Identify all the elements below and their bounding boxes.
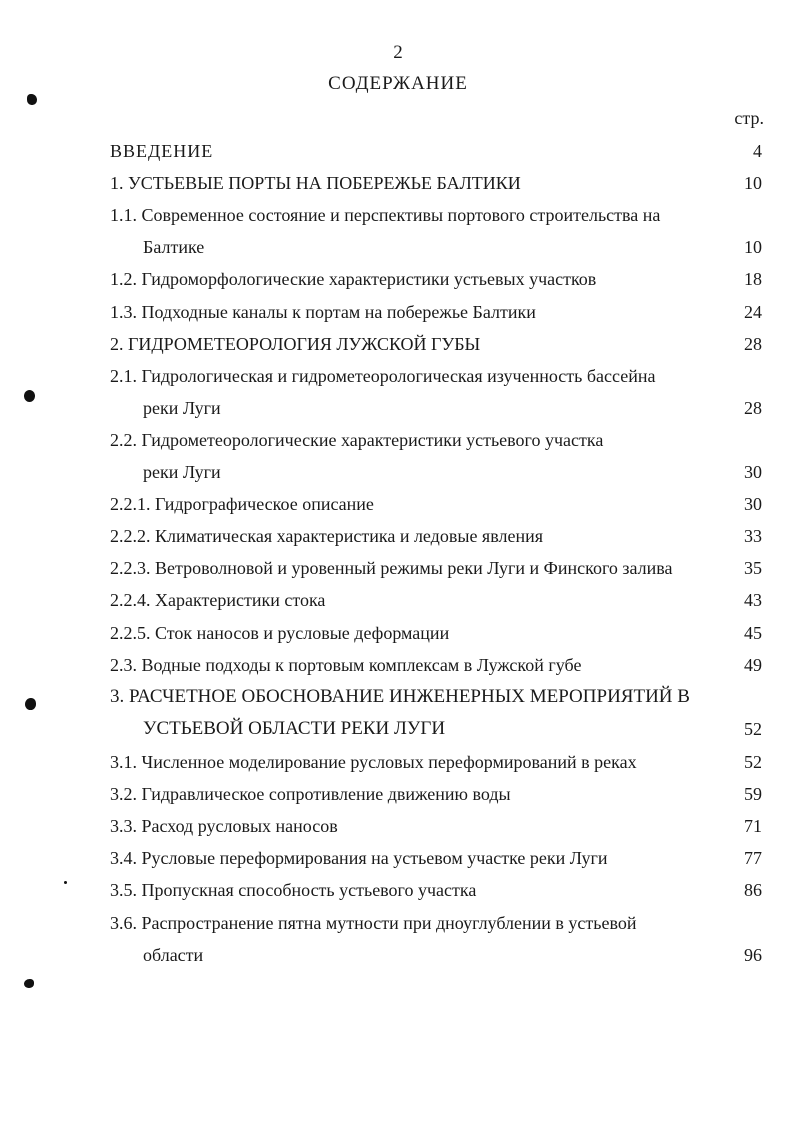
toc-page-number: 30 <box>744 462 762 482</box>
toc-page-number: 52 <box>744 719 762 739</box>
toc-entry-introduction: ВВЕДЕНИЕ <box>110 141 214 161</box>
toc-page-number: 96 <box>744 945 762 965</box>
toc-entry-2-3: 2.3. Водные подходы к портовым комплексам в Лужской губе <box>110 655 582 675</box>
toc-entry-1-2: 1.2. Гидроморфологические характеристики устьевых участков <box>110 269 597 289</box>
toc-entry-3-3: 3.3. Расход русловых наносов <box>110 816 338 836</box>
toc-page-number: 18 <box>744 269 762 289</box>
toc-page-number: 28 <box>744 334 762 354</box>
toc-entry-3-5: 3.5. Пропускная способность устьевого участка <box>110 880 477 900</box>
toc-page-number: 43 <box>744 590 762 610</box>
scan-blot <box>24 979 34 988</box>
toc-page-number: 10 <box>744 237 762 257</box>
toc-entry-3-6: 3.6. Распространение пятна мутности при дноуглублении в устьевой <box>110 913 637 933</box>
toc-entry-chapter-1: 1. УСТЬЕВЫЕ ПОРТЫ НА ПОБЕРЕЖЬЕ БАЛТИКИ <box>110 173 521 193</box>
toc-page-number: 59 <box>744 784 762 804</box>
toc-entry-3-4: 3.4. Русловые переформирования на устьевом участке реки Луги <box>110 848 608 868</box>
toc-entry-1-1-continued: Балтике <box>143 237 205 257</box>
toc-page-number: 77 <box>744 848 762 868</box>
toc-entry-chapter-3: 3. РАСЧЕТНОЕ ОБОСНОВАНИЕ ИНЖЕНЕРНЫХ МЕРОПРИЯТИЙ В <box>110 686 690 707</box>
toc-entry-2-2: 2.2. Гидрометеорологические характеристики устьевого участка <box>110 430 604 450</box>
toc-page-number: 24 <box>744 302 762 322</box>
toc-page-number: 33 <box>744 526 762 546</box>
scan-blot <box>27 94 37 105</box>
toc-page-number: 4 <box>753 141 762 161</box>
toc-entry-2-2-2: 2.2.2. Климатическая характеристика и ледовые явления <box>110 526 543 546</box>
scan-blot <box>25 698 36 710</box>
toc-entry-chapter-2: 2. ГИДРОМЕТЕОРОЛОГИЯ ЛУЖСКОЙ ГУБЫ <box>110 334 481 354</box>
page-number: 2 <box>393 42 403 63</box>
toc-entry-2-2-4: 2.2.4. Характеристики стока <box>110 590 326 610</box>
toc-page-number: 86 <box>744 880 762 900</box>
toc-page-number: 28 <box>744 398 762 418</box>
toc-page-number: 52 <box>744 752 762 772</box>
toc-entry-2-2-5: 2.2.5. Сток наносов и русловые деформации <box>110 623 450 643</box>
toc-entry-2-2-3: 2.2.3. Ветроволновой и уровенный режимы реки Луги и Финского залива <box>110 558 673 578</box>
toc-entry-1-1: 1.1. Современное состояние и перспективы портового строительства на <box>110 205 661 225</box>
toc-page-number: 10 <box>744 173 762 193</box>
toc-page-number: 35 <box>744 558 762 578</box>
toc-entry-chapter-3-continued: УСТЬЕВОЙ ОБЛАСТИ РЕКИ ЛУГИ <box>143 718 446 739</box>
toc-entry-2-2-continued: реки Луги <box>143 462 221 482</box>
scan-blot <box>24 390 35 402</box>
toc-entry-2-1-continued: реки Луги <box>143 398 221 418</box>
toc-entry-3-1: 3.1. Численное моделирование русловых переформирований в реках <box>110 752 637 772</box>
scan-dot <box>64 881 67 884</box>
toc-entry-2-2-1: 2.2.1. Гидрографическое описание <box>110 494 374 514</box>
toc-page-number: 30 <box>744 494 762 514</box>
toc-entry-1-3: 1.3. Подходные каналы к портам на побережье Балтики <box>110 302 536 322</box>
toc-entry-3-6-continued: области <box>143 945 204 965</box>
toc-page-number: 71 <box>744 816 762 836</box>
toc-title: СОДЕРЖАНИЕ <box>328 73 468 94</box>
page-column-header: стр. <box>734 108 764 128</box>
toc-page-number: 45 <box>744 623 762 643</box>
toc-entry-3-2: 3.2. Гидравлическое сопротивление движению воды <box>110 784 511 804</box>
toc-page-number: 49 <box>744 655 762 675</box>
toc-entry-2-1: 2.1. Гидрологическая и гидрометеорологическая изученность бассейна <box>110 366 656 386</box>
